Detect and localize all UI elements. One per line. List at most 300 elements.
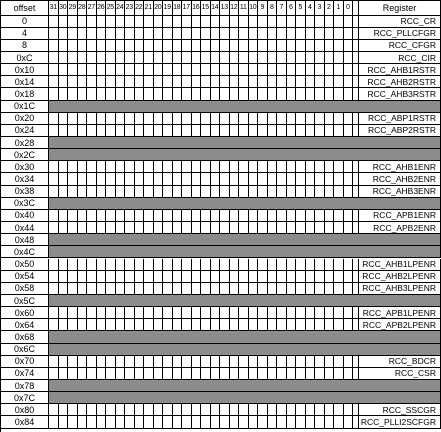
bit-cell: [154, 210, 164, 222]
bit-cell: [116, 319, 126, 331]
bit-cell: [135, 319, 145, 331]
bit-cell: [315, 161, 325, 173]
bit-cell: [230, 125, 240, 137]
bit-cell: [277, 173, 287, 185]
offset-cell: 0x2C: [1, 149, 49, 161]
bit-cell: [296, 186, 306, 198]
bit-cell: [116, 210, 126, 222]
bit-cell: [344, 259, 354, 271]
bit-cell: [258, 404, 268, 416]
bit-cell: [306, 28, 316, 40]
bit-cell: [277, 16, 287, 28]
bit-cell: [296, 210, 306, 222]
bit-cell: [258, 259, 268, 271]
bit-cell: [306, 307, 316, 319]
bit-cell: [201, 368, 211, 380]
bit-cell: [258, 307, 268, 319]
bit-cell: [239, 416, 249, 428]
bit-header-25: 25: [106, 1, 116, 16]
bit-cell: [211, 113, 221, 125]
bit-cell: [268, 356, 278, 368]
bit-cell: [78, 173, 88, 185]
bit-cell: [201, 222, 211, 234]
bit-cell: [277, 113, 287, 125]
bit-cell: [78, 210, 88, 222]
bit-cell: [315, 210, 325, 222]
bit-cell: [334, 222, 344, 234]
bit-cell: [182, 186, 192, 198]
bit-cell: [87, 210, 97, 222]
offset-cell: 0x3C: [1, 198, 49, 210]
bit-cell: [344, 173, 354, 185]
bit-header-0: 0: [344, 1, 354, 16]
bit-cell: [78, 319, 88, 331]
reserved-row-bar: [49, 246, 441, 258]
reserved-row-bar: [49, 392, 441, 404]
bit-header-1: 1: [334, 1, 344, 16]
bit-header-16: 16: [192, 1, 202, 16]
bit-cell: [182, 259, 192, 271]
bit-cell: [78, 16, 88, 28]
bit-cell: [249, 40, 259, 52]
bit-header-9: 9: [258, 1, 268, 16]
bit-cell: [201, 113, 211, 125]
bit-cell: [144, 113, 154, 125]
bit-cell: [173, 319, 183, 331]
bit-cell: [306, 271, 316, 283]
bit-cell: [68, 16, 78, 28]
bit-cell: [287, 307, 297, 319]
bit-cell: [239, 16, 249, 28]
bit-cell: [287, 404, 297, 416]
bit-cell: [192, 40, 202, 52]
bit-cell: [116, 416, 126, 428]
offset-cell: 0x30: [1, 161, 49, 173]
bit-cell: [97, 76, 107, 88]
bit-cell: [230, 283, 240, 295]
bit-cell: [106, 16, 116, 28]
bit-cell: [287, 222, 297, 234]
bit-cell: [258, 113, 268, 125]
bit-cell: [87, 283, 97, 295]
bit-cell: [315, 283, 325, 295]
bit-cell: [268, 319, 278, 331]
bit-cell: [125, 40, 135, 52]
bit-cell: [144, 52, 154, 64]
offset-cell: 0x10: [1, 64, 49, 76]
bit-cell: [344, 404, 354, 416]
bit-cell: [201, 271, 211, 283]
bit-cell: [334, 16, 344, 28]
bit-cell: [249, 125, 259, 137]
bit-cell: [163, 76, 173, 88]
bit-cell: [154, 52, 164, 64]
bit-cell: [230, 173, 240, 185]
bit-cell: [211, 16, 221, 28]
bit-cell: [173, 52, 183, 64]
bit-cell: [144, 356, 154, 368]
bit-cell: [315, 271, 325, 283]
bit-cell: [97, 64, 107, 76]
bit-cell: [211, 222, 221, 234]
bit-cell: [97, 404, 107, 416]
bit-cell: [306, 319, 316, 331]
bit-cell: [325, 173, 335, 185]
reserved-row-bar: [49, 234, 441, 246]
bit-header-27: 27: [87, 1, 97, 16]
bit-cell: [106, 368, 116, 380]
bit-cell: [163, 404, 173, 416]
bit-header-26: 26: [97, 1, 107, 16]
bit-cell: [296, 404, 306, 416]
bit-cell: [334, 161, 344, 173]
bit-cell: [144, 125, 154, 137]
bit-header-29: 29: [68, 1, 78, 16]
bit-cell: [239, 210, 249, 222]
bit-cell: [144, 76, 154, 88]
bit-cell: [182, 271, 192, 283]
bit-cell: [334, 404, 344, 416]
bit-cell: [49, 88, 59, 100]
bit-cell: [277, 88, 287, 100]
bit-cell: [192, 319, 202, 331]
bit-cell: [87, 40, 97, 52]
bit-cell: [325, 16, 335, 28]
bit-cell: [87, 356, 97, 368]
bit-cell: [68, 283, 78, 295]
offset-cell: 0x80: [1, 404, 49, 416]
bit-cell: [116, 259, 126, 271]
bit-cell: [344, 16, 354, 28]
bit-cell: [163, 368, 173, 380]
bit-cell: [344, 356, 354, 368]
bit-cell: [78, 64, 88, 76]
bit-cell: [325, 125, 335, 137]
bit-cell: [306, 186, 316, 198]
bit-cell: [87, 271, 97, 283]
offset-cell: 4: [1, 28, 49, 40]
bit-cell: [258, 64, 268, 76]
bit-cell: [97, 125, 107, 137]
bit-cell: [135, 88, 145, 100]
bit-cell: [125, 283, 135, 295]
bit-cell: [334, 210, 344, 222]
offset-cell: 8: [1, 40, 49, 52]
bit-cell: [163, 319, 173, 331]
bit-cell: [201, 40, 211, 52]
bit-cell: [258, 161, 268, 173]
bit-cell: [211, 52, 221, 64]
bit-cell: [182, 161, 192, 173]
bit-cell: [306, 283, 316, 295]
bit-cell: [296, 173, 306, 185]
bit-cell: [97, 161, 107, 173]
bit-cell: [116, 28, 126, 40]
bit-cell: [125, 88, 135, 100]
reserved-row-bar: [49, 295, 441, 307]
bit-cell: [49, 283, 59, 295]
bit-cell: [334, 186, 344, 198]
bit-cell: [258, 28, 268, 40]
bit-cell: [154, 271, 164, 283]
bit-cell: [268, 259, 278, 271]
bit-cell: [78, 307, 88, 319]
bit-cell: [211, 416, 221, 428]
bit-cell: [154, 125, 164, 137]
bit-header-13: 13: [220, 1, 230, 16]
bit-cell: [116, 283, 126, 295]
bit-cell: [258, 76, 268, 88]
bit-cell: [296, 125, 306, 137]
offset-cell: 0x40: [1, 210, 49, 222]
bit-cell: [78, 416, 88, 428]
bit-cell: [249, 307, 259, 319]
bit-cell: [315, 88, 325, 100]
bit-cell: [49, 52, 59, 64]
bit-cell: [344, 40, 354, 52]
bit-cell: [116, 52, 126, 64]
bit-cell: [230, 210, 240, 222]
bit-cell: [239, 259, 249, 271]
bit-cell: [78, 259, 88, 271]
bit-cell: [258, 416, 268, 428]
bit-cell: [211, 173, 221, 185]
bit-cell: [239, 52, 249, 64]
bit-cell: [154, 76, 164, 88]
bit-cell: [125, 16, 135, 28]
bit-cell: [144, 28, 154, 40]
bit-cell: [173, 16, 183, 28]
bit-header-21: 21: [144, 1, 154, 16]
bit-cell: [87, 404, 97, 416]
bit-cell: [182, 356, 192, 368]
bit-cell: [249, 28, 259, 40]
offset-cell: 0x78: [1, 380, 49, 392]
bit-cell: [106, 222, 116, 234]
bit-cell: [106, 40, 116, 52]
bit-cell: [59, 28, 69, 40]
bit-cell: [78, 368, 88, 380]
bit-cell: [296, 307, 306, 319]
bit-cell: [277, 125, 287, 137]
register-name-cell: RCC_AHB1ENR: [359, 161, 441, 173]
bit-cell: [144, 259, 154, 271]
bit-cell: [201, 356, 211, 368]
bit-cell: [239, 319, 249, 331]
bit-cell: [315, 368, 325, 380]
bit-cell: [59, 283, 69, 295]
bit-cell: [68, 368, 78, 380]
bit-cell: [249, 52, 259, 64]
bit-header-18: 18: [173, 1, 183, 16]
bit-cell: [116, 88, 126, 100]
bit-cell: [325, 283, 335, 295]
offset-cell: 0x18: [1, 88, 49, 100]
bit-cell: [163, 222, 173, 234]
bit-cell: [268, 64, 278, 76]
bit-cell: [49, 307, 59, 319]
bit-cell: [106, 307, 116, 319]
bit-cell: [135, 113, 145, 125]
bit-cell: [49, 368, 59, 380]
bit-cell: [59, 40, 69, 52]
bit-cell: [182, 16, 192, 28]
offset-cell: 0x44: [1, 222, 49, 234]
bit-cell: [135, 161, 145, 173]
bit-cell: [287, 52, 297, 64]
bit-cell: [315, 416, 325, 428]
bit-cell: [116, 173, 126, 185]
bit-cell: [268, 88, 278, 100]
bit-cell: [173, 210, 183, 222]
bit-cell: [154, 368, 164, 380]
bit-cell: [182, 210, 192, 222]
bit-cell: [182, 283, 192, 295]
bit-cell: [182, 319, 192, 331]
bit-cell: [249, 222, 259, 234]
bit-cell: [49, 186, 59, 198]
bit-cell: [201, 125, 211, 137]
bit-cell: [182, 368, 192, 380]
bit-cell: [249, 76, 259, 88]
bit-cell: [211, 259, 221, 271]
bit-cell: [135, 52, 145, 64]
bit-cell: [268, 125, 278, 137]
bit-cell: [106, 259, 116, 271]
bit-cell: [249, 210, 259, 222]
bit-cell: [78, 40, 88, 52]
bit-cell: [68, 173, 78, 185]
bit-cell: [59, 76, 69, 88]
offset-cell: 0x38: [1, 186, 49, 198]
bit-cell: [173, 416, 183, 428]
bit-header-24: 24: [116, 1, 126, 16]
bit-cell: [344, 186, 354, 198]
reserved-row-bar: [49, 101, 441, 113]
bit-cell: [287, 76, 297, 88]
bit-cell: [315, 76, 325, 88]
bit-cell: [239, 113, 249, 125]
bit-cell: [201, 210, 211, 222]
register-name-cell: RCC_CR: [359, 16, 441, 28]
bit-cell: [220, 64, 230, 76]
bit-cell: [144, 210, 154, 222]
bit-cell: [315, 173, 325, 185]
bit-cell: [68, 404, 78, 416]
bit-cell: [78, 76, 88, 88]
bit-cell: [277, 64, 287, 76]
bit-cell: [163, 113, 173, 125]
bit-cell: [249, 64, 259, 76]
bit-cell: [49, 271, 59, 283]
bit-cell: [59, 307, 69, 319]
bit-cell: [97, 113, 107, 125]
bit-cell: [287, 125, 297, 137]
bit-cell: [68, 64, 78, 76]
bit-cell: [97, 52, 107, 64]
bit-cell: [59, 368, 69, 380]
bit-cell: [49, 125, 59, 137]
bit-cell: [287, 28, 297, 40]
bit-cell: [135, 416, 145, 428]
bit-cell: [87, 173, 97, 185]
bit-cell: [182, 173, 192, 185]
bit-cell: [163, 210, 173, 222]
bit-cell: [249, 88, 259, 100]
bit-cell: [182, 64, 192, 76]
bit-cell: [59, 16, 69, 28]
bit-cell: [306, 404, 316, 416]
bit-cell: [78, 88, 88, 100]
offset-cell: 0xC: [1, 52, 49, 64]
bit-cell: [154, 222, 164, 234]
bit-cell: [239, 271, 249, 283]
bit-cell: [182, 28, 192, 40]
bit-cell: [173, 28, 183, 40]
bit-cell: [163, 40, 173, 52]
bit-cell: [192, 113, 202, 125]
bit-cell: [306, 88, 316, 100]
bit-cell: [192, 259, 202, 271]
bit-cell: [125, 28, 135, 40]
bit-cell: [106, 88, 116, 100]
bit-cell: [220, 16, 230, 28]
bit-header-30: 30: [59, 1, 69, 16]
bit-cell: [334, 307, 344, 319]
register-name-cell: RCC_AHB3ENR: [359, 186, 441, 198]
bit-cell: [287, 40, 297, 52]
bit-cell: [106, 404, 116, 416]
bit-cell: [97, 210, 107, 222]
bit-cell: [220, 52, 230, 64]
bit-cell: [306, 161, 316, 173]
reserved-row-bar: [49, 331, 441, 343]
bit-cell: [135, 125, 145, 137]
bit-cell: [277, 368, 287, 380]
bit-cell: [277, 210, 287, 222]
bit-cell: [277, 161, 287, 173]
reserved-row-bar: [49, 344, 441, 356]
bit-cell: [163, 88, 173, 100]
bit-cell: [125, 404, 135, 416]
bit-cell: [296, 356, 306, 368]
bit-cell: [344, 64, 354, 76]
register-name-cell: RCC_AHB1LPENR: [359, 259, 441, 271]
offset-cell: 0x48: [1, 234, 49, 246]
bit-cell: [173, 283, 183, 295]
bit-header-14: 14: [211, 1, 221, 16]
bit-cell: [87, 161, 97, 173]
bit-cell: [173, 161, 183, 173]
bit-cell: [125, 259, 135, 271]
register-name-cell: RCC_APB2LPENR: [359, 319, 441, 331]
bit-cell: [230, 368, 240, 380]
bit-cell: [135, 283, 145, 295]
bit-cell: [154, 356, 164, 368]
bit-cell: [135, 173, 145, 185]
bit-cell: [325, 271, 335, 283]
bit-cell: [78, 28, 88, 40]
bit-cell: [59, 210, 69, 222]
reserved-row-bar: [49, 149, 441, 161]
bit-cell: [173, 125, 183, 137]
bit-cell: [154, 283, 164, 295]
bit-cell: [163, 16, 173, 28]
bit-cell: [211, 64, 221, 76]
bit-cell: [325, 368, 335, 380]
bit-cell: [230, 28, 240, 40]
bit-cell: [116, 356, 126, 368]
